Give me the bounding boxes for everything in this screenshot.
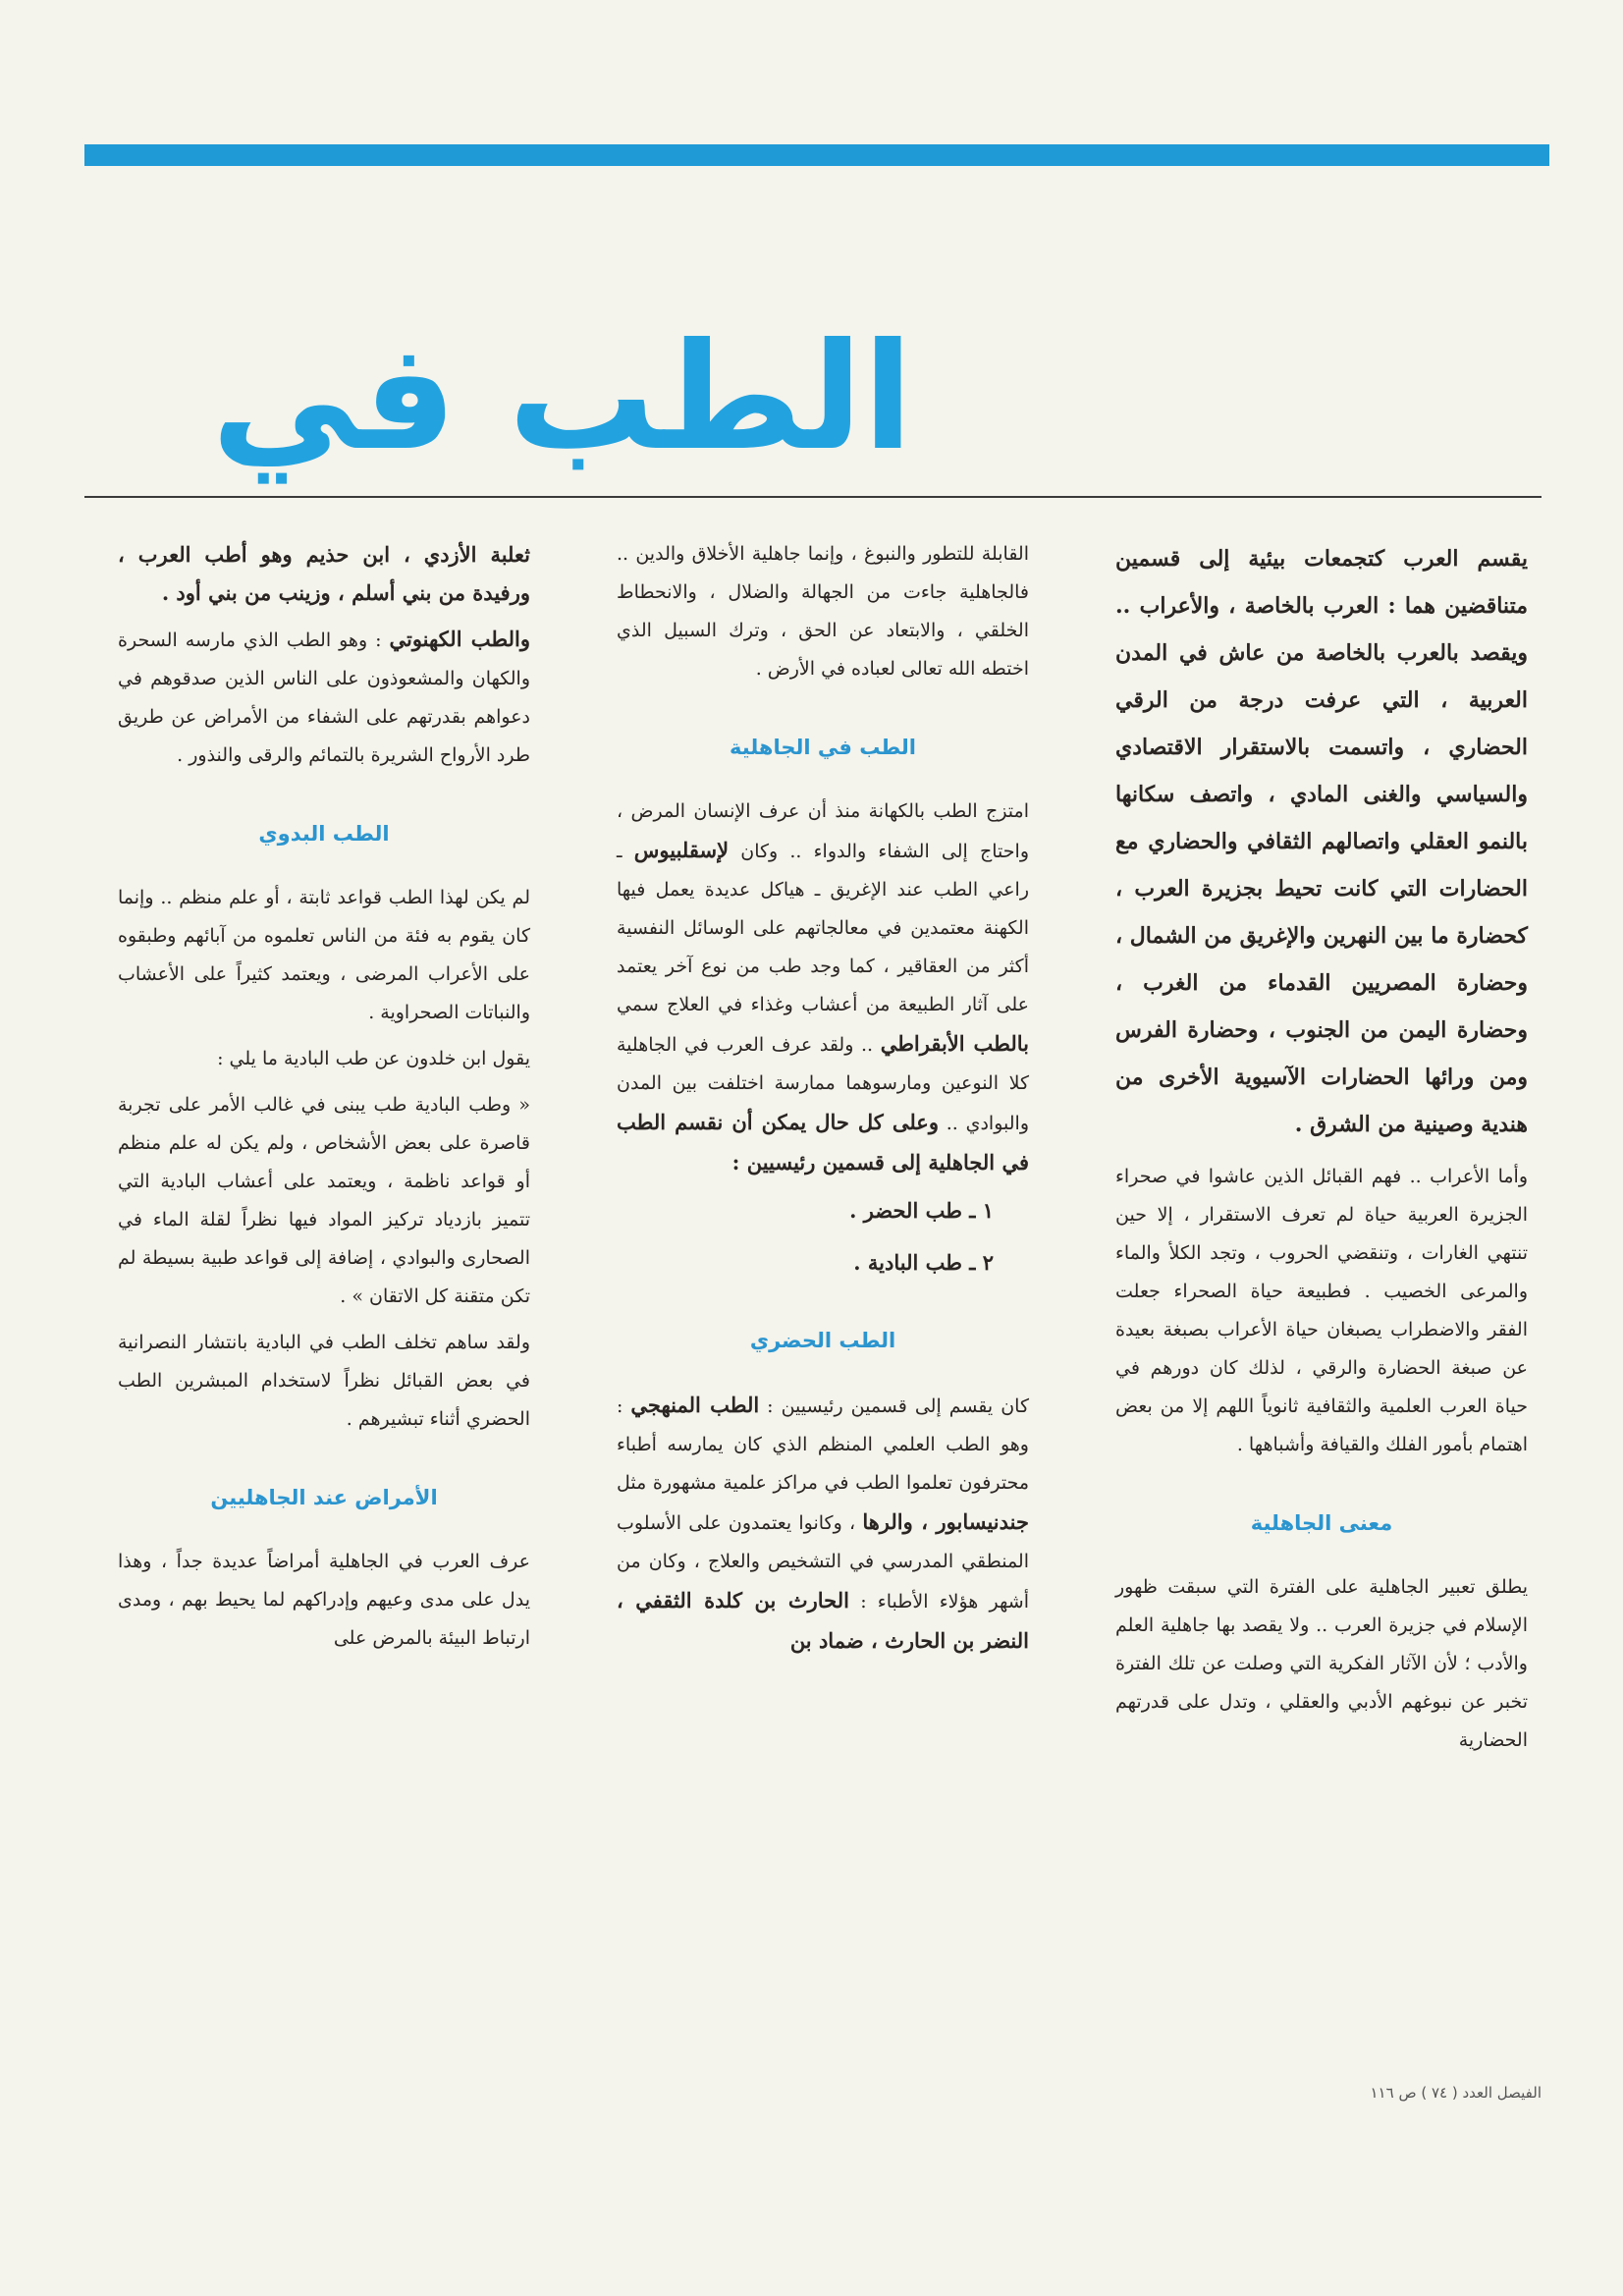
priestly-medicine-paragraph	[118, 620, 530, 775]
column-middle	[617, 535, 1029, 1669]
diseases-paragraph: عرف العرب في الجاهلية أمراضاً عديدة جداً ، وهذا يدل على مدى وعيهم وإدراكهم لما يحيط بهم ، ومدى ارتباط البيئة بالمرض على	[118, 1551, 530, 1649]
column-right	[1115, 535, 1528, 1768]
bold-term-priestly: والطب الكهنوتي	[389, 627, 530, 651]
list-item: ٢ ـ طب البادية .	[853, 1250, 994, 1275]
urban-medicine-paragraph	[617, 1386, 1029, 1662]
column-left	[118, 535, 530, 1666]
heading-medicine-in-jahiliya: الطب في الجاهلية	[730, 736, 916, 759]
heading-urban-medicine: الطب الحضري	[749, 1329, 896, 1352]
bedouin-medicine-paragraph: لم يكن لهذا الطب قواعد ثابتة ، أو علم منظم .. وإنما كان يقوم به فئة من الناس تعلموه من آبائهم وطبقوه على الأعراب المرضى ، ويعتمد كثيراً على الأعشاب والنباتات الصحراوية .	[118, 887, 530, 1023]
bold-term-places: جندنيسابور ، والرها	[862, 1509, 1029, 1534]
page-footer: الفيصل العدد ( ٧٤ ) ص ١١٦	[1370, 2084, 1542, 2102]
bold-division-sentence: وعلى كل حال يمكن أن نقسم الطب في الجاهلية إلى قسمين رئيسيين :	[617, 1110, 1029, 1175]
bold-term-asclepius: لإسقلبيوس	[633, 838, 730, 862]
text-run: امتزج الطب بالكهانة منذ أن عرف الإنسان المرض ، واحتاج إلى الشفاء والدواء .. وكان	[617, 800, 1029, 862]
physicians-continuation: ثعلبة الأزدي ، ابن حذيم وهو أطب العرب ، ورفيدة من بني أسلم ، وزينب من بني أود .	[118, 542, 530, 605]
bold-term-hippocratic: بالطب الأبقراطي	[880, 1031, 1029, 1056]
meaning-paragraph: يطلق تعبير الجاهلية على الفترة التي سبقت ظهور الإسلام في جزيرة العرب .. ولا يقصد بها جاهلية العلم والأدب ؛ لأن الآثار الفكرية التي وصلت عن تلك الفترة تخبر عن نبوغهم الأدبي والعقلي ، وتدل على قدرتهم الحضارية	[1115, 1576, 1528, 1751]
page-title: الطب في	[211, 312, 913, 483]
heading-bedouin-medicine: الطب البدوي	[258, 822, 390, 846]
bold-term-methodical: الطب المنهجي	[630, 1393, 760, 1417]
text-run: : وهو الطب الذي مارسه السحرة والكهان والمشعوذون على الناس الذين صدقوهم في دعواهم بقدرتهم على الشفاء من الأمراض عن طريق طرد الأرواح الشريرة بالتمائم والرقى والنذور .	[118, 629, 530, 766]
intro-paragraph: يقسم العرب كتجمعات بيئية إلى قسمين متناقضين هما : العرب بالخاصة ، والأعراب .. ويقصد بالعرب بالخاصة من عاش في المدن العربية ، التي عرفت درجة من الرقي الحضاري ، واتسمت بالاستقرار الاقتصادي والسياسي والغنى المادي ، واتصف سكانها بالنمو العقلي واتصالهم الثقافي والحضاري مع الحضارات التي كانت تحيط بجزيرة العرب ، كحضارة ما بين النهرين والإغريق من الشمال ، وحضارة المصريين القدماء من الغرب ، وحضارة اليمن من الجنوب ، وحضارة الفرس ومن ورائها الحضارات الآسيوية الأخرى من هندية وصينية من الشرق .	[1115, 546, 1528, 1137]
ibn-khaldun-quote: « وطب البادية طب يبنى في غالب الأمر على تجربة قاصرة على بعض الأشخاص ، ولم يكن له علم منظم أو قواعد ناظمة ، ويعتمد على أعشاب البادية التي تتميز بازدياد تركيز المواد فيها نظراً لقلة الماء في الصحارى والبوادي ، إضافة إلى قواعد طبية بسيطة لم تكن متقنة كل الاتقان » .	[118, 1094, 530, 1307]
bold-term-physicians: الحارث بن كلدة الثقفي ، النضر بن الحارث ، ضماد بن	[617, 1588, 1029, 1653]
heading-meaning-of-jahiliya: معنى الجاهلية	[1250, 1511, 1393, 1535]
text-run: ـ راعي الطب عند الإغريق ـ هياكل عديدة يعمل فيها الكهنة معتمدين في معالجاتهم على الوسائل النفسية أكثر من العقاقير ، كما وجد طب من نوع آخر يعتمد على آثار الطبيعة من أعشاب وغذاء في العلاج سمي	[617, 841, 1029, 1015]
bedouins-paragraph: وأما الأعراب .. فهم القبائل الذين عاشوا في صحراء الجزيرة العربية حياة لم تعرف الاستقرار ، إلا حين تنتهي الغارات ، وتنقضي الحروب ، وتجد الكلأ والماء والمرعى الخصيب . فطبيعة حياة الصحراء جعلت الفقر والاضطراب يصبغان حياة الأعراب بصبغة بعيدة عن صبغة الحضارة والرقي ، لذلك كان دورهم في حياة العرب العلمية والثقافية ثانوياً اللهم إلا من بعض اهتمام بأمور الفلك والقيافة وأشباهها .	[1115, 1166, 1528, 1455]
christianity-paragraph: ولقد ساهم تخلف الطب في البادية بانتشار النصرانية في بعض القبائل نظراً لاستخدام المبشرين الطب الحضري أثناء تبشيرهم .	[118, 1332, 530, 1430]
ibn-khaldun-intro: يقول ابن خلدون عن طب البادية ما يلي :	[217, 1048, 530, 1069]
list-item: ١ ـ طب الحضر .	[849, 1198, 994, 1223]
continuation-paragraph: القابلة للتطور والنبوغ ، وإنما جاهلية الأخلاق والدين .. فالجاهلية جاءت من الجهالة والضلال ، والانحطاط الخلقي ، والابتعاد عن الحق ، وترك السبيل الذي اختطه الله تعالى لعباده في الأرض .	[617, 543, 1029, 680]
jahiliya-medicine-paragraph	[617, 793, 1029, 1183]
text-run: ، وكانوا يعتمدون على الأسلوب المنطقي المدرسي في التشخيص والعلاج ، وكان من أشهر هؤلاء الأطباء :	[617, 1512, 1029, 1613]
top-accent-bar	[84, 144, 1549, 166]
text-run: كان يقسم إلى قسمين رئيسيين :	[759, 1395, 1029, 1417]
heading-diseases: الأمراض عند الجاهليين	[210, 1486, 438, 1509]
title-divider	[84, 496, 1542, 498]
text-run: .. ولقد عرف العرب في الجاهلية كلا النوعين ومارسوهما ممارسة اختلفت بين المدن والبوادي ..	[617, 1034, 1029, 1134]
text-run: : وهو الطب العلمي المنظم الذي كان يمارسه أطباء محترفون تعلموا الطب في مراكز علمية مشهورة مثل	[617, 1395, 1029, 1494]
